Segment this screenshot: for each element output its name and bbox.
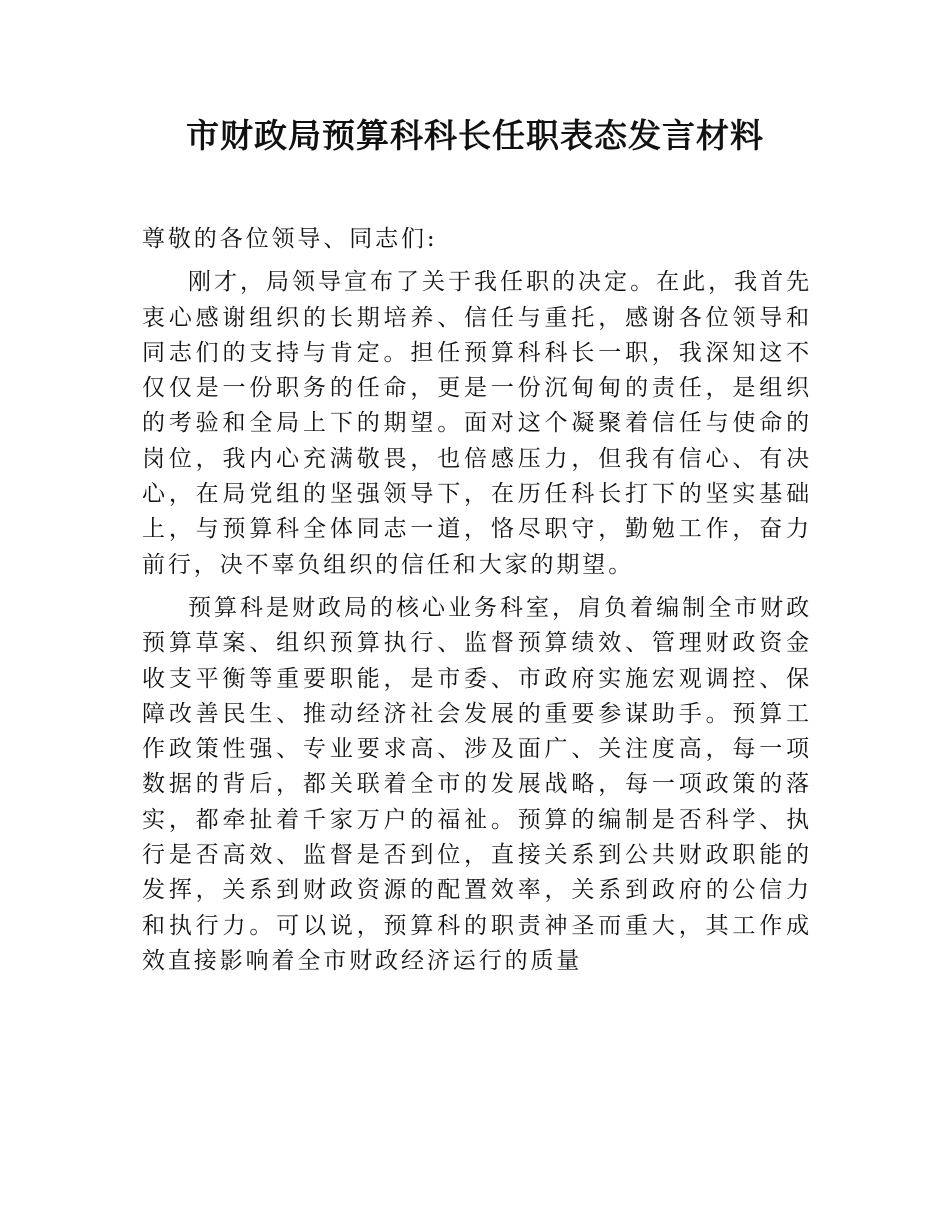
salutation: 尊敬的各位领导、同志们: — [142, 226, 438, 252]
document-body — [142, 222, 812, 987]
paragraph-2: 预算科是财政局的核心业务科室，肩负着编制全市财政预算草案、组织预算执行、监督预算绩效、管理财政资金收支平衡等重要职能，是市委、市政府实施宏观调控、保障改善民生、推动经济社会发展的重要参谋助手。预算工作政策性强、专业要求高、涉及面广、关注度高，每一项数据的背后，都关联着全市的发展战略，每一项政策的落实，都牵扯着千家万户的福祉。预算的编制是否科学、执行是否高效、监督是否到位，直接关系到公共财政职能的发挥，关系到财政资源的配置效率，关系到政府的公信力和执行力。可以说，预算科的职责神圣而重大，其工作成效直接影响着全市财政经济运行的质量 — [142, 594, 812, 974]
paragraph-1: 刚才，局领导宣布了关于我任职的决定。在此，我首先衷心感谢组织的长期培养、信任与重托，感谢各位领导和同志们的支持与肯定。担任预算科科长一职，我深知这不仅仅是一份职务的任命，更是一份沉甸甸的责任，是组织的考验和全局上下的期望。面对这个凝聚着信任与使命的岗位，我内心充满敬畏，也倍感压力，但我有信心、有决心，在局党组的坚强领导下，在历任科长打下的坚实基础上，与预算科全体同志一道，恪尽职守，勤勉工作，奋力前行，决不辜负组织的信任和大家的期望。 — [142, 269, 812, 578]
document-title: 市财政局预算科科长任职表态发言材料 — [186, 116, 764, 155]
